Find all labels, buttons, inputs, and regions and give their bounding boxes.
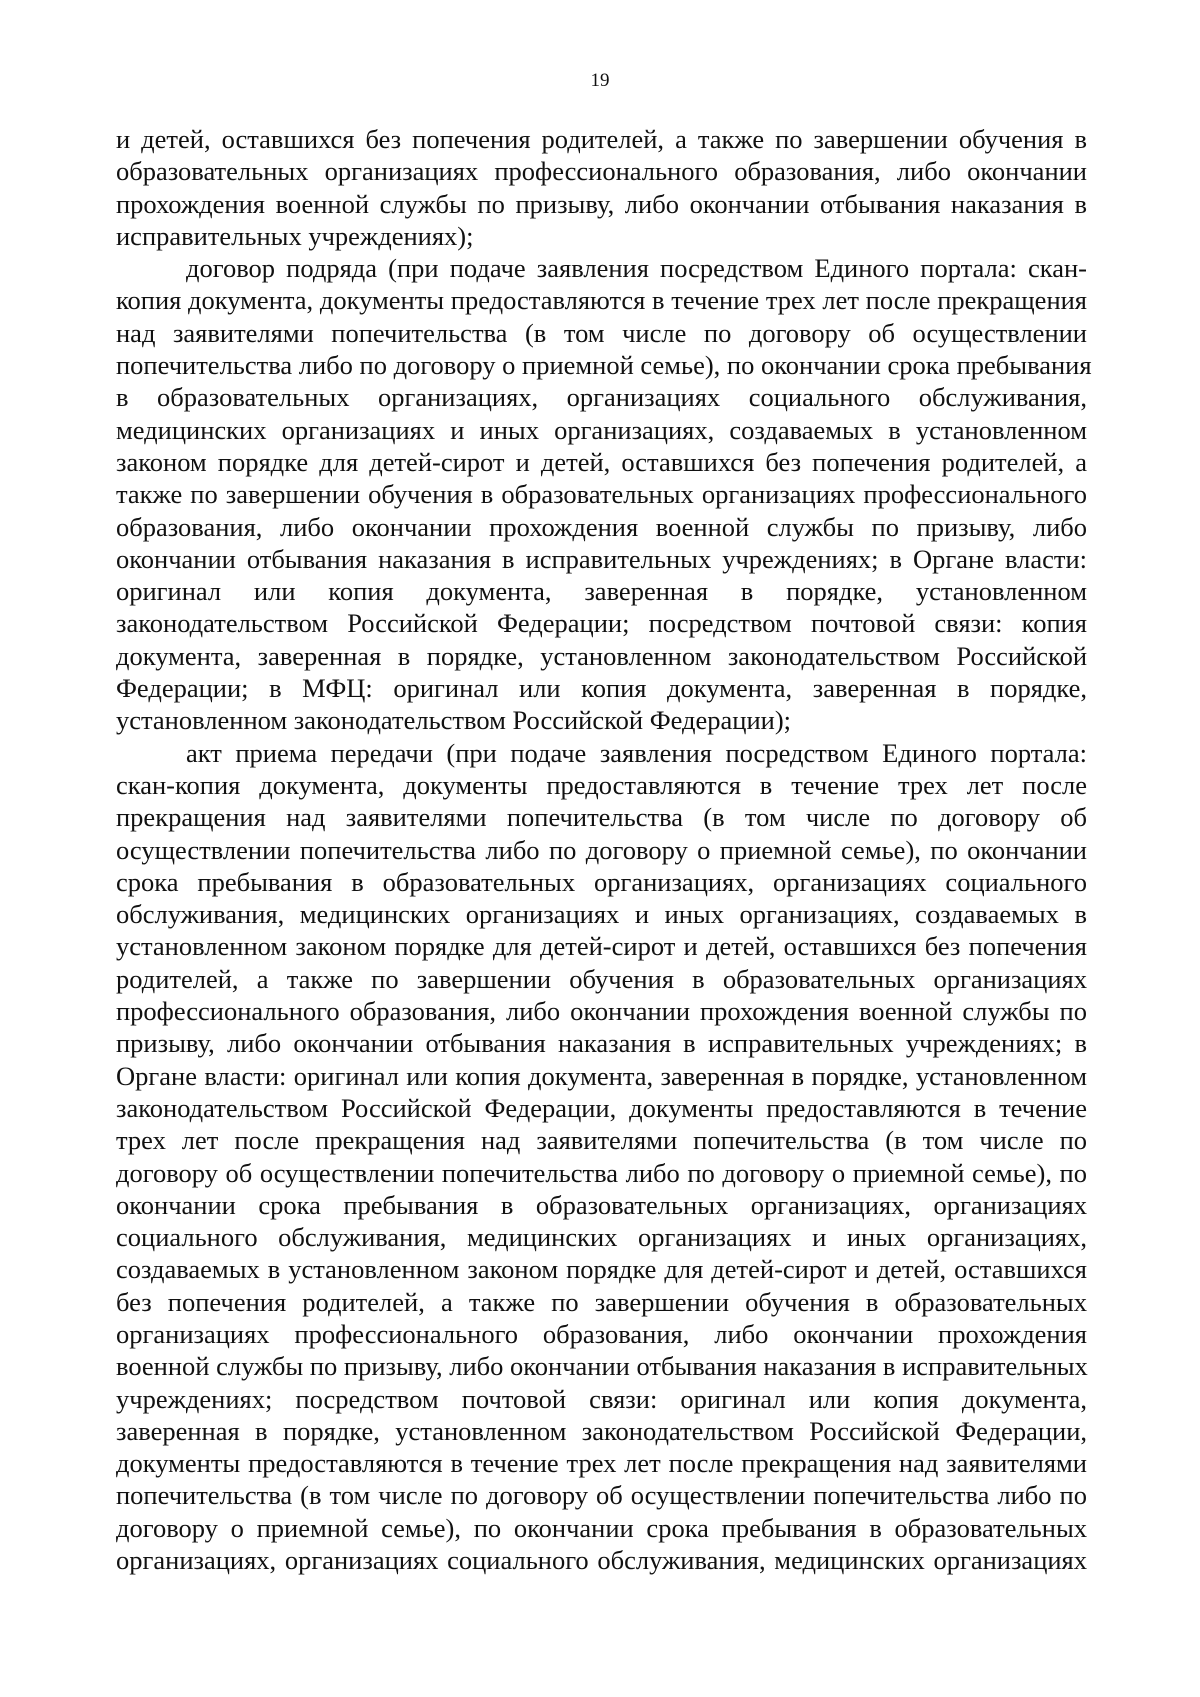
text-line: организациях профессионального образования, либо окончании прохождения [116,1318,1087,1349]
text-line: медицинских организациях и иных организациях, создаваемых в установленном [116,414,1087,445]
paragraph [116,737,1087,1577]
text-line: и детей, оставшихся без попечения родителей, а также по завершении обучения в [116,124,1087,154]
text-line: акт приема передачи (при подаче заявления посредством Единого портала: [186,737,1087,768]
text-line: профессионального образования, либо окончании прохождения военной службы по [116,996,1087,1027]
text-line: призыву, либо окончании отбывания наказания в исправительных учреждениях; в [116,1028,1087,1059]
paragraph [116,123,1087,252]
text-line: копия документа, документы предоставляются в течение трех лет после прекращения [116,285,1087,316]
text-line: прохождения военной службы по призыву, либо окончании отбывания наказания в [116,188,1087,219]
text-line: исправительных учреждениях); [116,220,474,251]
text-line: без попечения родителей, а также по завершении обучения в образовательных [116,1286,1087,1317]
text-line: оригинал или копия документа, заверенная в порядке, установленном [116,576,1087,607]
text-line: также по завершении обучения в образовательных организациях профессионального [116,479,1087,510]
text-line: документа, заверенная в порядке, установленном законодательством Российской [116,640,1087,671]
text-line: заверенная в порядке, установленном законодательством Российской Федерации, [116,1415,1087,1446]
text-line: попечительства (в том числе по договору об осуществлении попечительства либо по [116,1480,1087,1511]
text-line: попечительства либо по договору о приемной семье), по окончании срока пребывания [116,350,1092,381]
text-line: учреждениях; посредством почтовой связи: оригинал или копия документа, [116,1383,1087,1414]
document-body [116,123,1092,1576]
text-line: окончании отбывания наказания в исправительных учреждениях; в Органе власти: [116,543,1087,574]
text-line: документы предоставляются в течение трех лет после прекращения над заявителями [116,1448,1087,1479]
text-line: обслуживания, медицинских организациях и иных организациях, создаваемых в [116,899,1087,930]
text-line: Федерации; в МФЦ: оригинал или копия документа, заверенная в порядке, [116,673,1087,704]
text-line: законом порядке для детей-сирот и детей, оставшихся без попечения родителей, а [116,446,1087,477]
text-line: в образовательных организациях, организациях социального обслуживания, [116,382,1087,413]
text-line: трех лет после прекращения над заявителями попечительства (в том числе по [116,1125,1087,1156]
text-line: договору об осуществлении попечительства либо по договору о приемной семье), по [116,1157,1087,1188]
text-line: осуществлении попечительства либо по договору о приемной семье), по окончании [116,834,1087,865]
text-line: создаваемых в установленном законом порядке для детей-сирот и детей, оставшихся [116,1254,1087,1285]
text-line: прекращения над заявителями попечительства (в том числе по договору об [116,802,1087,833]
text-line: Органе власти: оригинал или копия документа, заверенная в порядке, установленном [116,1060,1087,1091]
text-line: законодательством Российской Федерации; посредством почтовой связи: копия [116,608,1087,639]
text-line: законодательством Российской Федерации, документы предоставляются в течение [116,1092,1087,1123]
text-line: образования, либо окончании прохождения военной службы по призыву, либо [116,511,1087,542]
text-line: установленном законодательством Российской Федерации); [116,705,792,736]
page-number: 19 [590,70,610,91]
text-line: договор подряда (при подаче заявления посредством Единого портала: скан- [186,253,1087,284]
text-line: установленном законом порядке для детей-сирот и детей, оставшихся без попечения [116,931,1087,962]
text-line: социального обслуживания, медицинских организациях и иных организациях, [116,1222,1087,1253]
text-line: срока пребывания в образовательных организациях, организациях социального [116,866,1087,897]
text-line: организациях, организациях социального обслуживания, медицинских организациях [116,1545,1087,1576]
paragraph [116,252,1092,736]
text-line: над заявителями попечительства (в том числе по договору об осуществлении [116,317,1087,348]
text-line: скан-копия документа, документы предоставляются в течение трех лет после [116,769,1087,800]
text-line: договору о приемной семье), по окончании срока пребывания в образовательных [116,1512,1087,1543]
text-line: образовательных организациях профессионального образования, либо окончании [116,156,1087,187]
text-line: окончании срока пребывания в образовательных организациях, организациях [116,1189,1087,1220]
text-line: военной службы по призыву, либо окончании отбывания наказания в исправительных [116,1351,1088,1382]
text-line: родителей, а также по завершении обучения в образовательных организациях [116,963,1087,994]
